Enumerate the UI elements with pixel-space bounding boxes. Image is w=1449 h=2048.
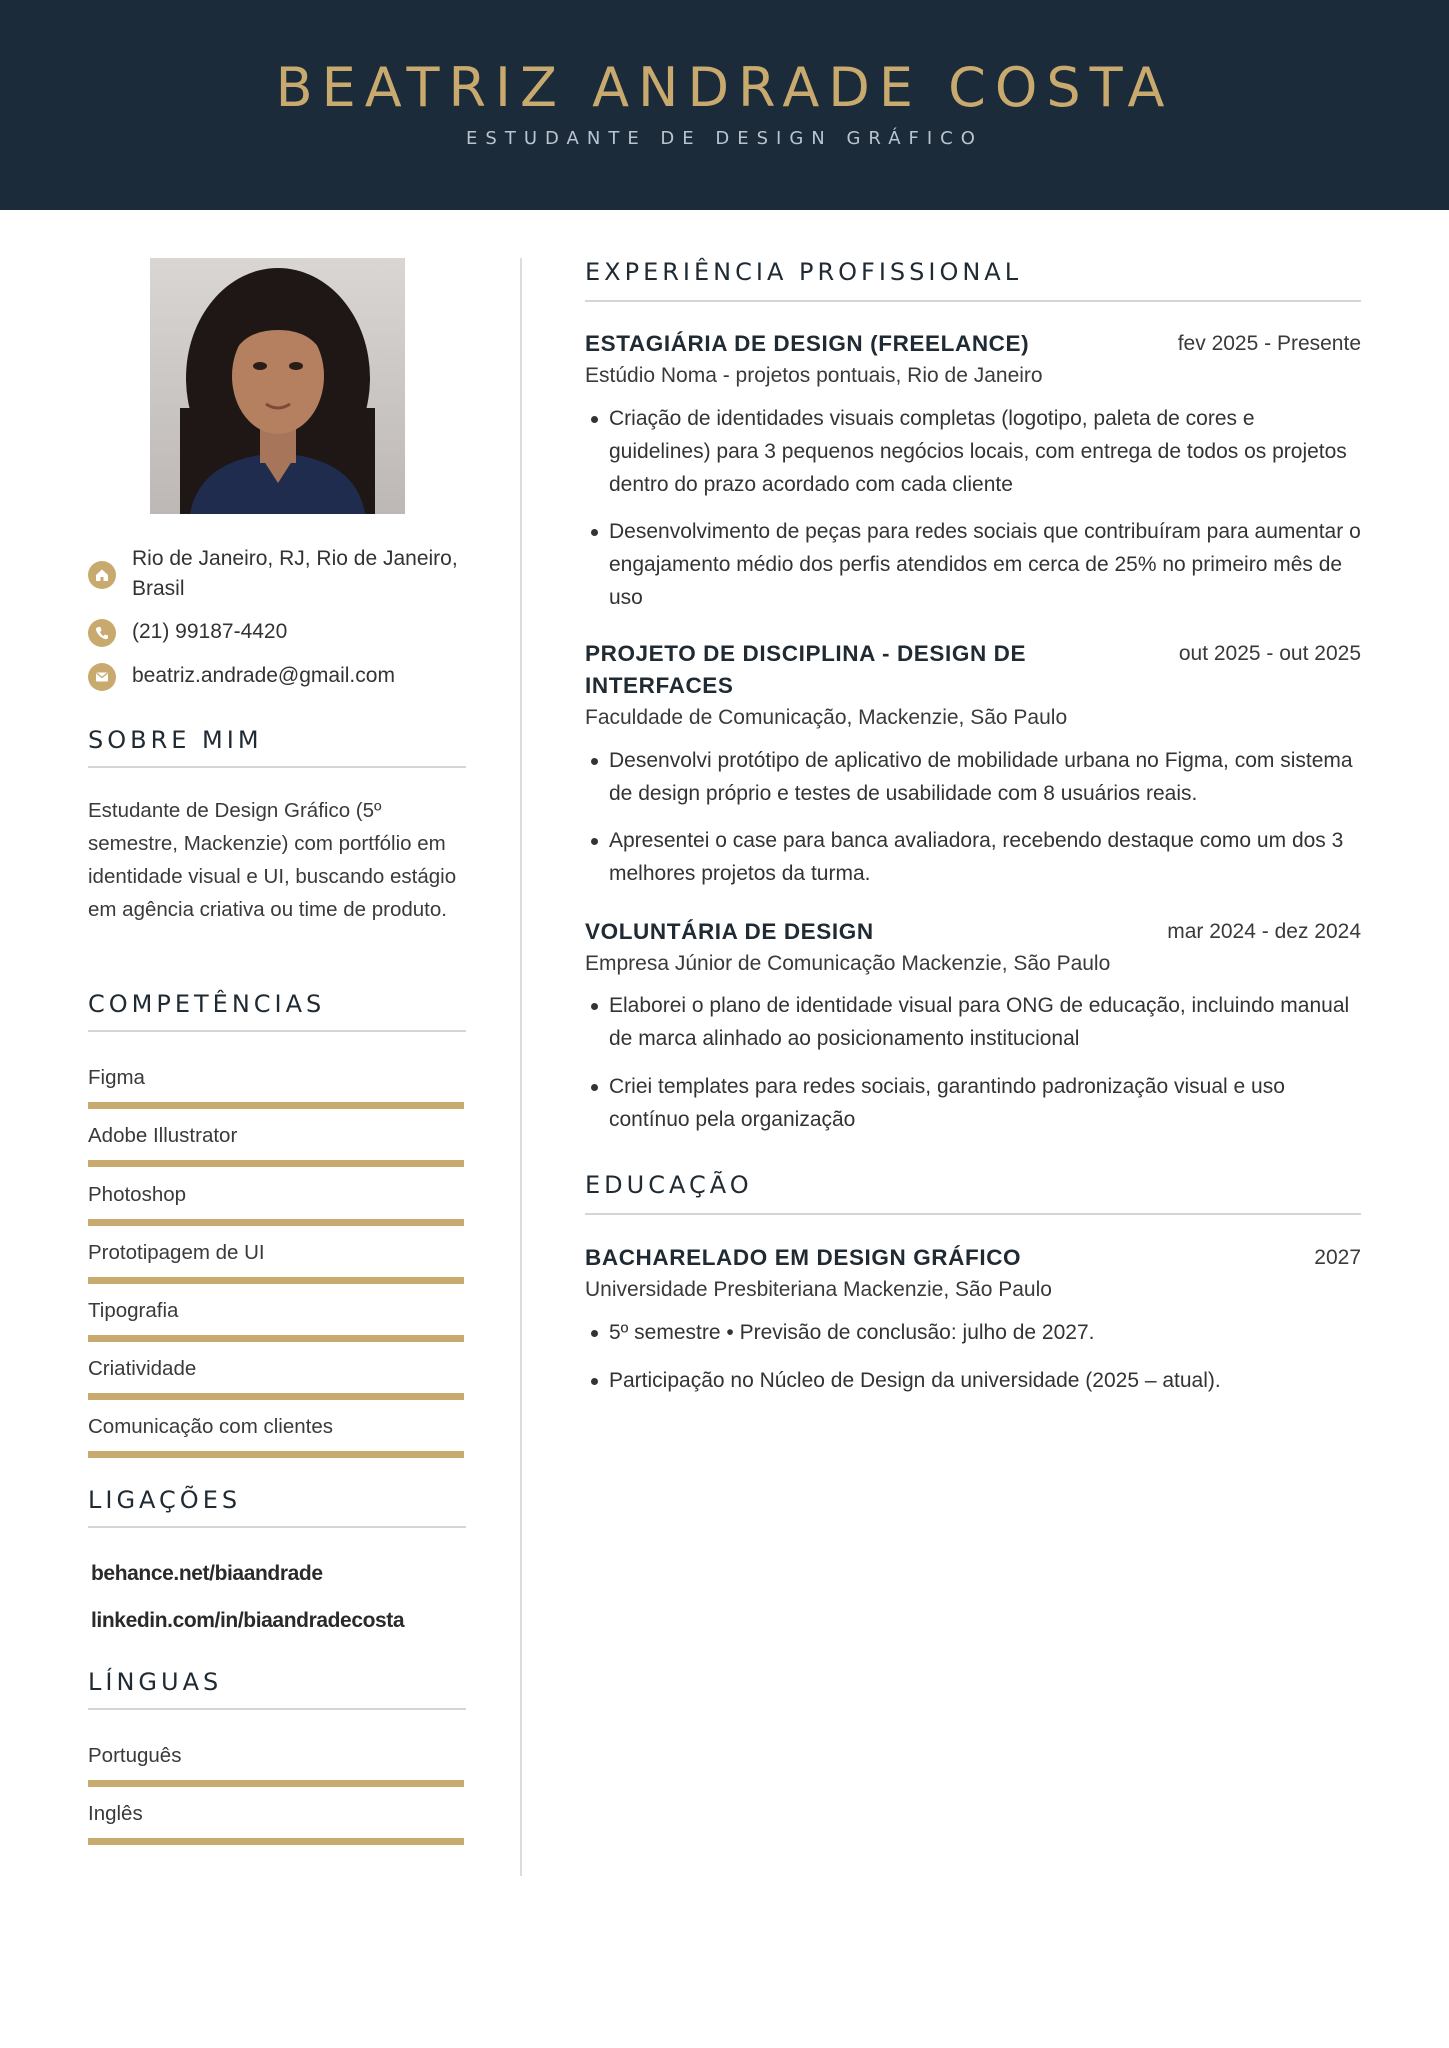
language-item: [88, 1744, 464, 1768]
bullet-text: Elaborei o plano de identidade visual para ONG de educação, incluindo manual de marca alinhado ao posicionamento institucional: [609, 994, 1350, 1050]
skill-bar: [88, 1393, 464, 1400]
candidate-subtitle: ESTUDANTE DE DESIGN GRÁFICO: [466, 128, 983, 149]
graduation-year: 2027: [1314, 1246, 1361, 1269]
links-title: LIGAÇÕES: [88, 1486, 466, 1528]
email-text: beatriz.andrade@gmail.com: [132, 664, 395, 687]
skill-bar: [88, 1277, 464, 1284]
job-dates: out 2025 - out 2025: [1178, 642, 1361, 665]
language-bar: [88, 1838, 464, 1845]
contact-email: [88, 661, 466, 691]
degree-title: BACHARELADO EM DESIGN GRÁFICO: [585, 1245, 1022, 1270]
job-title: VOLUNTÁRIA DE DESIGN: [585, 919, 874, 944]
bullet-text: Criação de identidades visuais completas (logotipo, paleta de cores e guidelines) para 3 pequenos negócios locais, com entrega de todos os projetos dentro do prazo acordado com cada cliente: [609, 407, 1347, 496]
skill-item: [88, 1357, 464, 1381]
contact-address: [88, 544, 466, 608]
bullet-dot: [591, 1378, 598, 1385]
language-label: Inglês: [88, 1802, 143, 1825]
school-name: Universidade Presbiteriana Mackenzie, São Paulo: [585, 1278, 1052, 1301]
about-title: SOBRE MIM: [88, 726, 466, 768]
profile-photo: [150, 258, 405, 514]
job-company: Estúdio Noma - projetos pontuais, Rio de Janeiro: [585, 364, 1043, 387]
skill-bar: [88, 1102, 464, 1109]
job-entry: [585, 328, 1361, 387]
skill-label: Adobe Illustrator: [88, 1124, 238, 1147]
contact-phone: [88, 617, 466, 647]
address-text: Rio de Janeiro, RJ, Rio de Janeiro, Brasil: [132, 547, 458, 600]
bullet-dot: [591, 416, 598, 423]
skill-item: [88, 1299, 464, 1323]
language-bar: [88, 1780, 464, 1787]
bullet-text: Criei templates para redes sociais, garantindo padronização visual e uso contínuo pela organização: [609, 1075, 1285, 1131]
bullet-dot: [591, 1330, 598, 1337]
job-title: PROJETO DE DISCIPLINA - DESIGN DE INTERFACES: [585, 641, 1027, 698]
education-entry: [585, 1242, 1361, 1301]
languages-title: LÍNGUAS: [88, 1668, 466, 1710]
skill-label: Comunicação com clientes: [88, 1415, 333, 1438]
skill-label: Figma: [88, 1066, 145, 1089]
bullet-text: Participação no Núcleo de Design da universidade (2025 – atual).: [609, 1369, 1221, 1392]
skill-item: [88, 1183, 464, 1207]
about-text: Estudante de Design Gráfico (5º semestre, Mackenzie) com portfólio em identidade visual e UI, buscando estágio em agência criativa ou time de produto.: [88, 799, 457, 921]
skill-item: [88, 1066, 464, 1090]
phone-text: (21) 99187-4420: [132, 620, 288, 643]
education-title: EDUCAÇÃO: [585, 1171, 1361, 1215]
skill-bar: [88, 1219, 464, 1226]
skill-item: [88, 1415, 464, 1439]
header-banner: [0, 0, 1449, 210]
skill-label: Criatividade: [88, 1357, 197, 1380]
language-label: Português: [88, 1744, 182, 1767]
phone-icon: [88, 619, 116, 647]
skill-item: [88, 1124, 464, 1148]
skill-item: [88, 1241, 464, 1265]
job-entry: [585, 638, 1361, 729]
job-company: Faculdade de Comunicação, Mackenzie, São Paulo: [585, 706, 1068, 729]
candidate-name: BEATRIZ ANDRADE COSTA: [275, 56, 1174, 119]
linkedin-link[interactable]: linkedin.com/in/biaandradecosta: [91, 1609, 405, 1632]
skills-title: COMPETÊNCIAS: [88, 990, 466, 1032]
behance-link[interactable]: behance.net/biaandrade: [91, 1562, 323, 1585]
bullet-dot: [591, 758, 598, 765]
job-dates: mar 2024 - dez 2024: [1167, 920, 1361, 943]
job-company: Empresa Júnior de Comunicação Mackenzie, São Paulo: [585, 952, 1111, 975]
job-dates: fev 2025 - Presente: [1177, 332, 1361, 355]
skill-bar: [88, 1451, 464, 1458]
bullet-dot: [591, 838, 598, 845]
skill-label: Photoshop: [88, 1183, 187, 1206]
skill-label: Prototipagem de UI: [88, 1241, 265, 1264]
job-entry: [585, 916, 1361, 975]
skill-label: Tipografia: [88, 1299, 179, 1322]
job-title: ESTAGIÁRIA DE DESIGN (FREELANCE): [585, 331, 1030, 356]
experience-title: EXPERIÊNCIA PROFISSIONAL: [585, 258, 1361, 302]
bullet-dot: [591, 1003, 598, 1010]
email-icon: [88, 663, 116, 691]
bullet-text: Apresentei o case para banca avaliadora, recebendo destaque como um dos 3 melhores projetos da turma.: [609, 829, 1344, 885]
bullet-text: Desenvolvi protótipo de aplicativo de mobilidade urbana no Figma, com sistema de design próprio e testes de usabilidade com 8 usuários reais.: [609, 749, 1353, 805]
bullet-text: Desenvolvimento de peças para redes sociais que contribuíram para aumentar o engajamento médio dos perfis atendidos em cerca de 25% no primeiro mês de uso: [609, 520, 1361, 609]
skill-bar: [88, 1335, 464, 1342]
bullet-dot: [591, 1084, 598, 1091]
column-divider: [520, 258, 522, 1876]
language-item: [88, 1802, 464, 1826]
home-icon: [88, 561, 116, 589]
bullet-text: 5º semestre • Previsão de conclusão: julho de 2027.: [609, 1321, 1095, 1344]
bullet-dot: [591, 529, 598, 536]
skill-bar: [88, 1160, 464, 1167]
